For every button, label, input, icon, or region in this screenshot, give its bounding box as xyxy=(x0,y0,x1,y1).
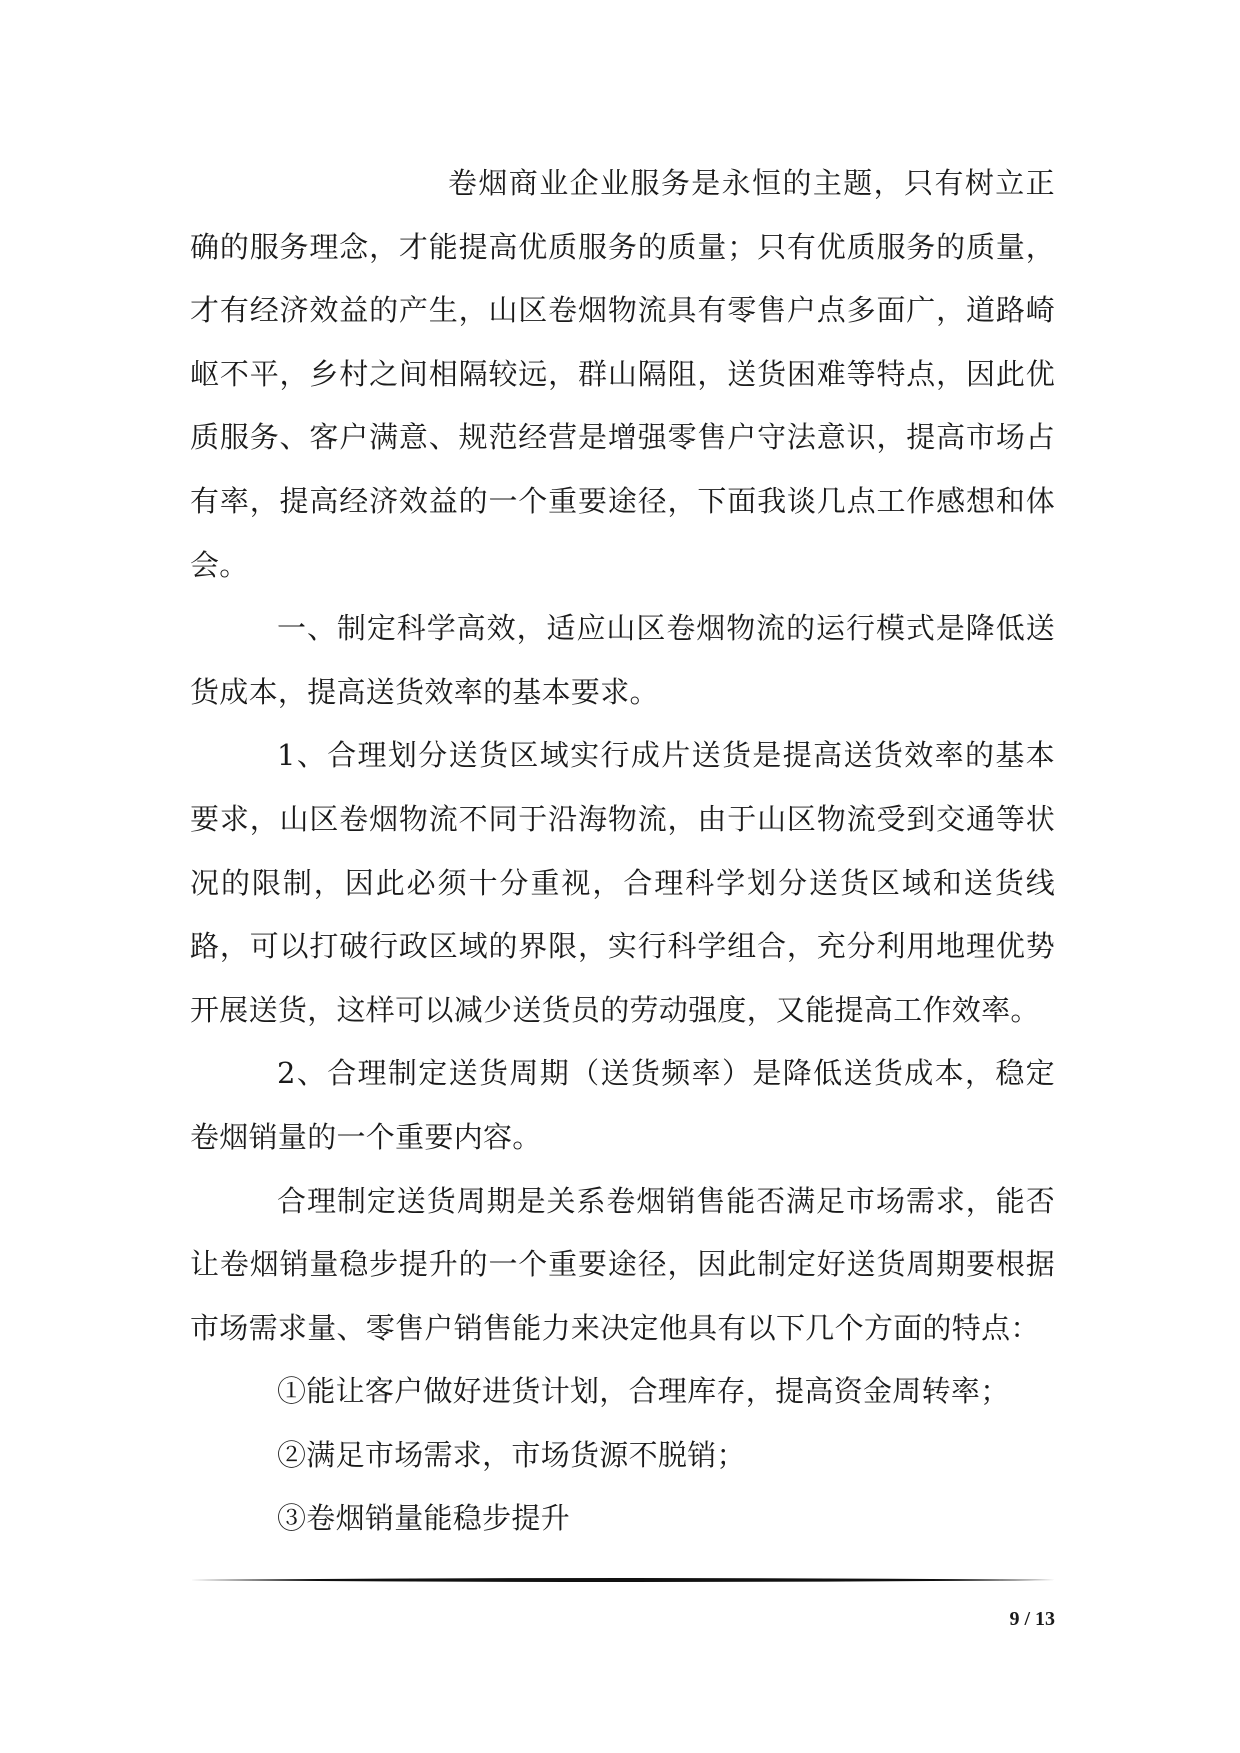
page-number: 9 / 13 xyxy=(1009,1608,1055,1630)
paragraph-intro: 卷烟商业企业服务是永恒的主题，只有树立正确的服务理念，才能提高优质服务的质量；只有优质服务的质量，才有经济效益的产生，山区卷烟物流具有零售户点多面广，道路崎岖不平，乡村之间相隔较远，群山隔阻，送货困难等特点，因此优质服务、客户满意、规范经营是增强零售户守法意识，提高市场占有率，提高经济效益的一个重要途径，下面我谈几点工作感想和体会。 xyxy=(190,166,1055,582)
paragraph-heading-one: 一、制定科学高效，适应山区卷烟物流的运行模式是降低送货成本，提高送货效率的基本要求。 xyxy=(190,611,1055,709)
list-item-circled-1: ①能让客户做好进货计划，合理库存，提高资金周转率； xyxy=(277,1374,1010,1409)
list-item-circled-2: ②满足市场需求，市场货源不脱销； xyxy=(277,1437,746,1472)
list-item-circled-3: ③卷烟销量能稳步提升 xyxy=(277,1501,571,1536)
body-text xyxy=(190,152,1055,1551)
paragraph-item-2: 2、合理制定送货周期（送货频率）是降低送货成本，稳定卷烟销量的一个重要内容。 xyxy=(190,1056,1055,1154)
paragraph-item-1: 1、合理划分送货区域实行成片送货是提高送货效率的基本要求，山区卷烟物流不同于沿海物流，由于山区物流受到交通等状况的限制，因此必须十分重视，合理科学划分送货区域和送货线路，可以打破行政区域的界限，实行科学组合，充分利用地理优势开展送货，这样可以减少送货员的劳动强度，又能提高工作效率。 xyxy=(190,738,1055,1027)
paragraph-delivery-cycle: 合理制定送货周期是关系卷烟销售能否满足市场需求，能否让卷烟销量稳步提升的一个重要途径，因此制定好送货周期要根据市场需求量、零售户销售能力来决定他具有以下几个方面的特点： xyxy=(190,1183,1055,1345)
footer-rule xyxy=(190,1577,1055,1583)
